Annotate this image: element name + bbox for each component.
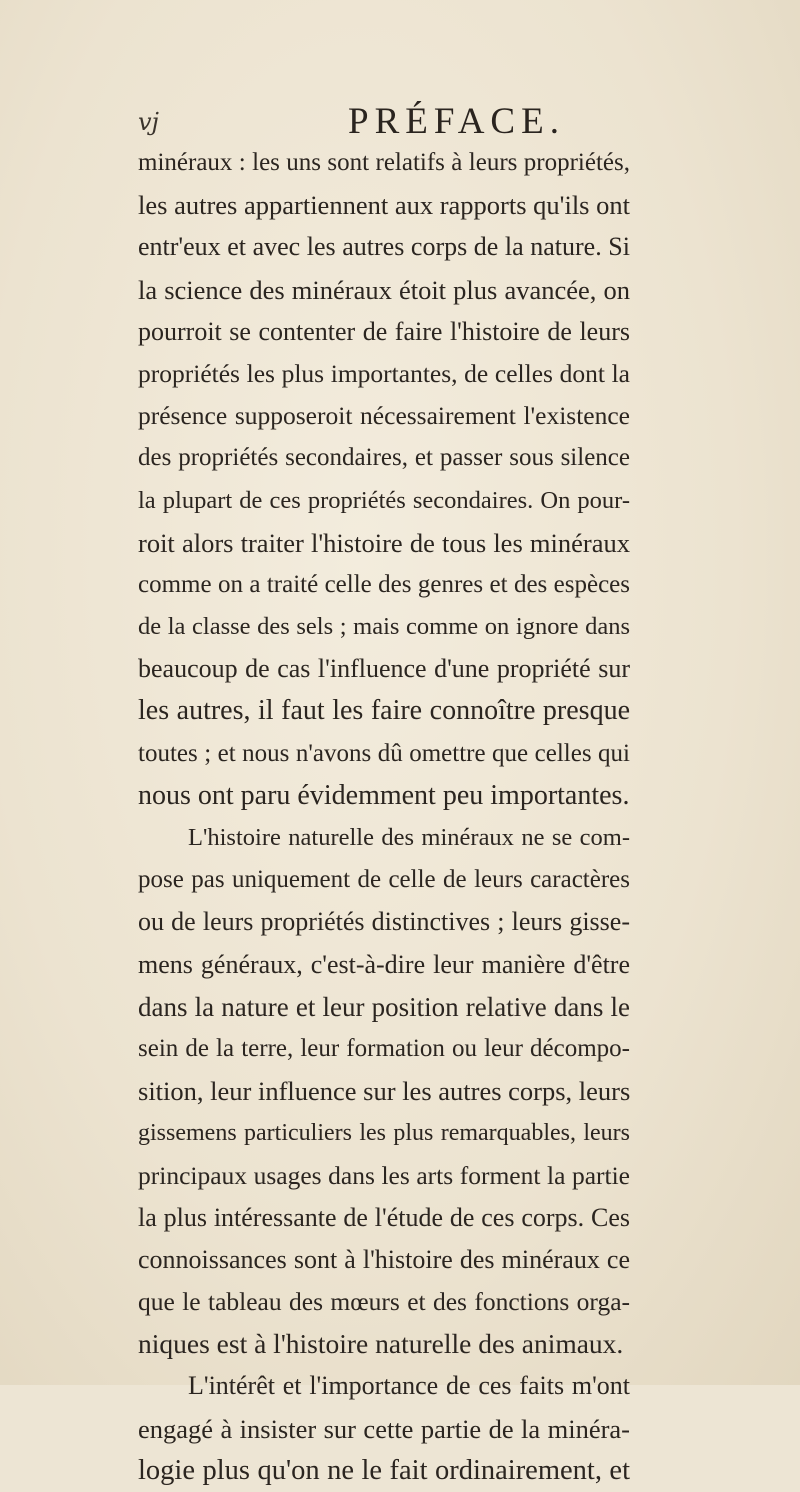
text-line: présence supposeroit nécessairement l'existence [138, 401, 630, 431]
text-line: connoissances sont à l'histoire des minéraux ce [138, 1244, 630, 1274]
text-line: que le tableau des mœurs et des fonctions orga- [138, 1287, 630, 1317]
text-line: propriétés les plus importantes, de celles dont la [138, 358, 630, 388]
text-line: mens généraux, c'est-à-dire leur manière d'être [138, 949, 630, 979]
text-line: des propriétés secondaires, et passer sous silence [138, 444, 630, 472]
text-line: de la classe des sels ; mais comme on ignore dans [138, 613, 630, 641]
text-line: pose pas uniquement de celle de leurs caractères [138, 866, 630, 894]
text-line: comme on a traité celle des genres et des espèces [138, 570, 630, 598]
text-line: les autres appartiennent aux rapports qu'ils ont [138, 190, 630, 221]
running-head-title: PRÉFACE. [348, 101, 565, 142]
text-line: la science des minéraux étoit plus avancée, on [138, 274, 630, 305]
text-line: dans la nature et leur position relative dans le [138, 991, 630, 1022]
body-text [138, 142, 630, 1492]
text-line: minéraux : les uns sont relatifs à leurs propriétés, [138, 149, 630, 176]
text-line: principaux usages dans les arts forment la partie [138, 1160, 630, 1190]
text-line: logie plus qu'on ne le fait ordinairement, et [138, 1454, 630, 1486]
text-line: entr'eux et avec les autres corps de la nature. Si [138, 232, 630, 262]
text-line: pourroit se contenter de faire l'histoire de leurs [138, 316, 630, 346]
paragraph-start-line: L'histoire naturelle des minéraux ne se com- [188, 824, 630, 851]
page-header [138, 100, 758, 144]
paragraph-start-line: L'intérêt et l'importance de ces faits m'ont [188, 1371, 630, 1401]
text-line: engagé à insister sur cette partie de la minéra- [138, 1413, 630, 1444]
text-line: roit alors traiter l'histoire de tous les minéraux [138, 527, 630, 558]
text-line: les autres, il faut les faire connoître presque [138, 695, 630, 727]
text-line: toutes ; et nous n'avons dû omettre que celles qui [138, 739, 630, 767]
text-line: gissemens particuliers les plus remarquables, leurs [138, 1120, 630, 1147]
text-line: la plus intéressante de l'étude de ces corps. Ces [138, 1202, 630, 1232]
paragraph-end-line: nous ont paru évidemment peu importantes. [138, 779, 630, 811]
text-line: ou de leurs propriétés distinctives ; leurs gisse- [138, 907, 630, 937]
page-number: vj [138, 108, 159, 136]
text-line: beaucoup de cas l'influence d'une propriété sur [138, 654, 630, 684]
paragraph-end-line: niques est à l'histoire naturelle des animaux. [138, 1328, 624, 1360]
text-line: la plupart de ces propriétés secondaires. On pour- [138, 486, 630, 514]
text-line: sein de la terre, leur formation ou leur décompo- [138, 1034, 630, 1062]
text-line: sition, leur influence sur les autres corps, leurs [138, 1076, 631, 1107]
